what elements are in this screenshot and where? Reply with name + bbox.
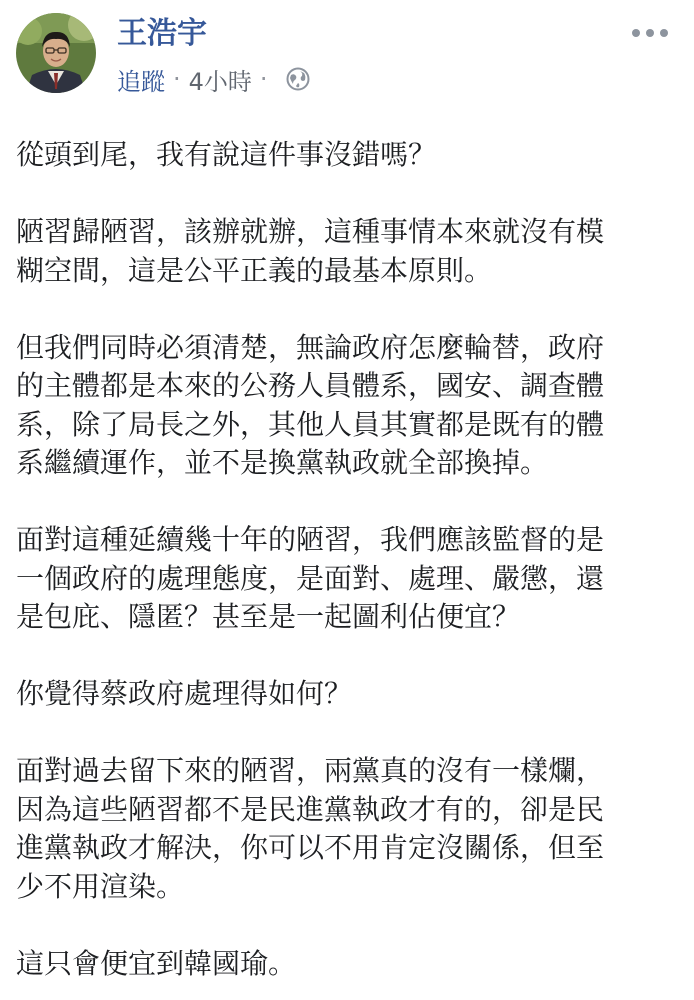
post-paragraph: 但我們同時必須清楚，無論政府怎麼輪替，政府 的主體都是本來的公務人員體系，國安、調查體 系，除了局長之外，其他人員其實都是既有的體 系繼續運作，並不是換黨執政就全部換掉。 bbox=[16, 330, 605, 479]
post-header bbox=[0, 0, 694, 110]
meta-separator: · bbox=[173, 65, 181, 93]
more-options-icon[interactable] bbox=[632, 26, 668, 40]
dot bbox=[646, 29, 654, 37]
follow-link[interactable]: 追蹤 bbox=[117, 67, 165, 96]
post-paragraph: 面對過去留下來的陋習，兩黨真的沒有一樣爛， 因為這些陋習都不是民進黨執政才有的，卻是民 進黨執政才解決，你可以不用肯定沒關係，但至 少不用渲染。 bbox=[16, 754, 605, 903]
post-paragraph: 從頭到尾，我有說這件事沒錯嗎？ bbox=[16, 138, 437, 171]
globe-icon bbox=[286, 67, 310, 91]
post-paragraph: 這只會便宜到韓國瑜。 bbox=[16, 946, 297, 980]
post-paragraph: 面對這種延續幾十年的陋習，我們應該監督的是 一個政府的處理態度，是面對、處理、嚴懲，還 是包庇、隱匿？甚至是一起圖利佔便宜？ bbox=[16, 523, 605, 633]
post-paragraph: 陋習歸陋習，該辦就辦，這種事情本來就沒有模 糊空間，這是公平正義的最基本原則。 bbox=[16, 215, 605, 287]
meta-separator: · bbox=[259, 65, 268, 93]
post-timestamp[interactable]: 4小時 bbox=[188, 67, 252, 96]
post-body bbox=[16, 136, 676, 983]
post-paragraph: 你覺得蔡政府處理得如何？ bbox=[16, 677, 353, 710]
dot bbox=[660, 29, 668, 37]
author-name[interactable]: 王浩宇 bbox=[117, 16, 207, 51]
avatar[interactable] bbox=[16, 13, 96, 93]
post-meta bbox=[117, 62, 310, 96]
dot bbox=[632, 29, 640, 37]
avatar-image bbox=[16, 13, 96, 93]
